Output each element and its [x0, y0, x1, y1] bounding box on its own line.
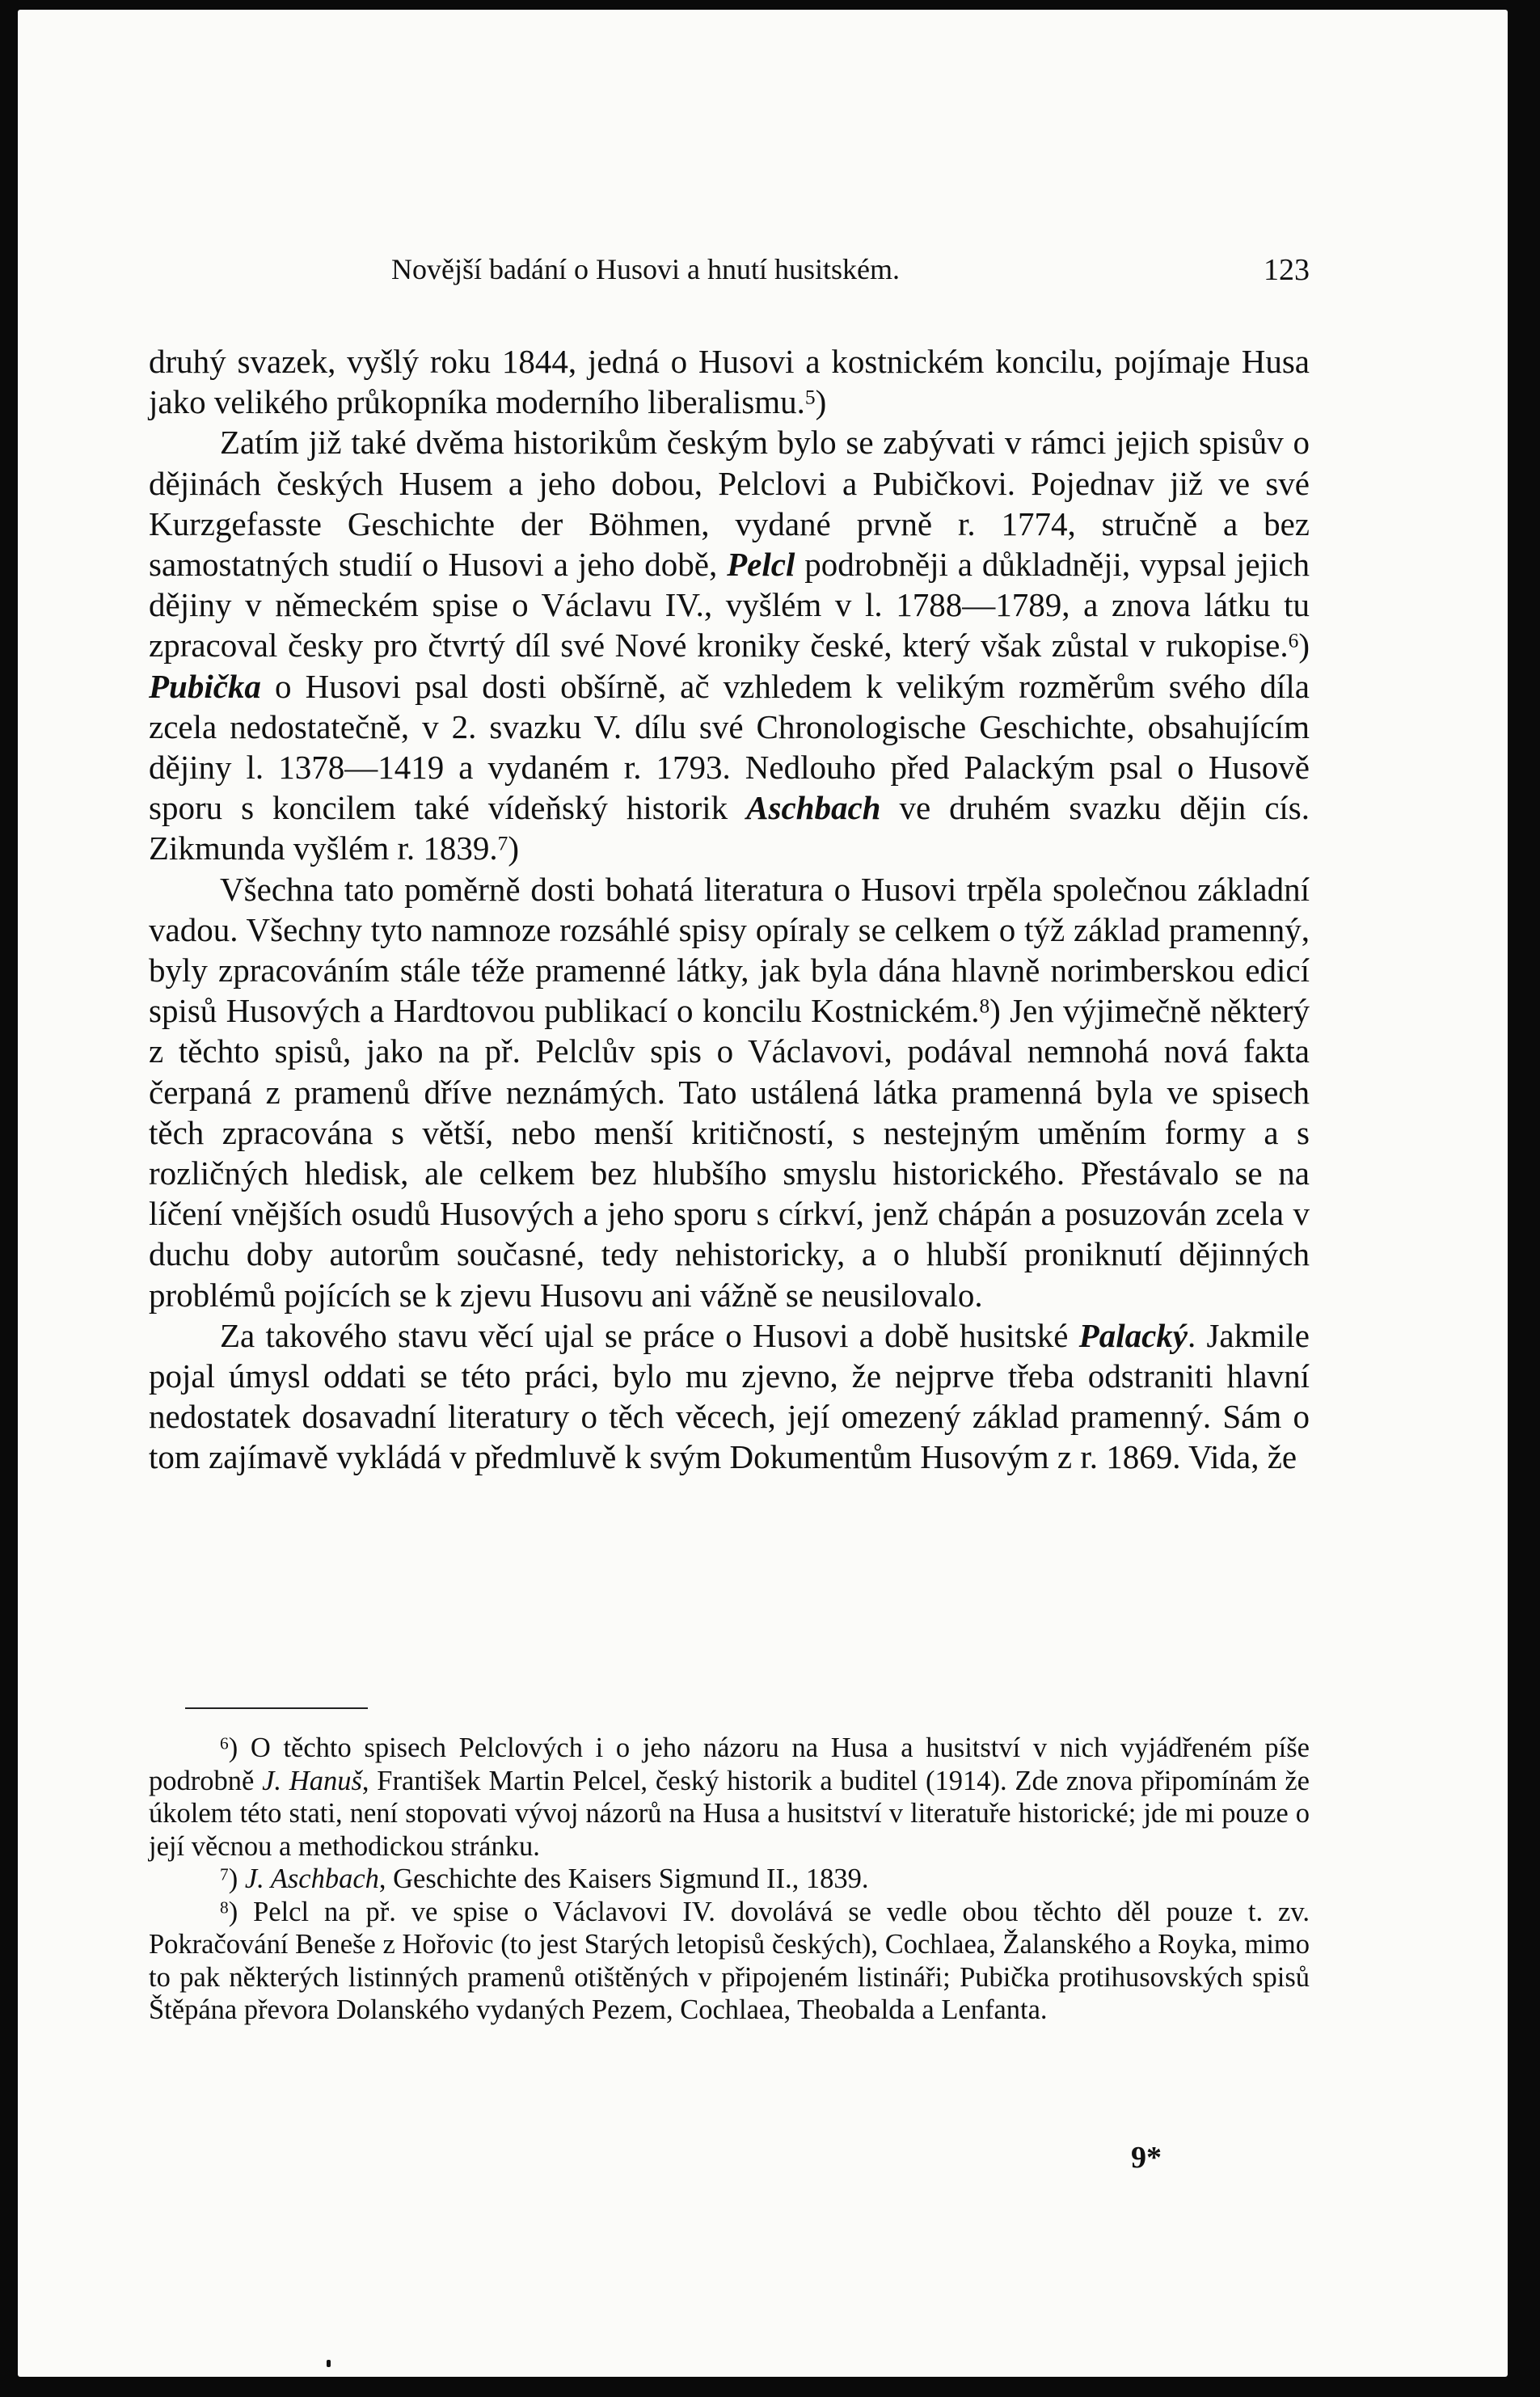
footnote-6: $^6$) O těchto spisech Pelclových i o jeho názoru na Husa a husitství v nich vyjádřeném píše podrobně J. Hanuš, František Martin Pelcel, český historik a buditel (1914). Zde znova připomínám že úkolem této stati, není stopovati vývoj názorů na Husa a husitství v literatuře historické; jde mi pouze o její věcnou a methodickou stránku. [149, 1732, 1310, 1862]
footnote-8: $^8$) Pelcl na př. ve spise o Václavovi IV. dovolává se vedle obou těchto děl pouze t. zv. Pokračování Beneše z Hořovic (to jest Starých letopisů českých), Cochlaea, Žalanského a Royka, mimo to pak některých listinných pramenů otištěných v připojeném listináři; Pubička protihusovských spisů Štěpána převora Dolanského vydaných Pezem, Cochlaea, Theobalda a Lenfanta. [149, 1896, 1310, 2025]
running-header [149, 252, 1310, 293]
footnote-ref-6: 6 [1288, 629, 1299, 652]
footnote-ref-5: 5 [804, 386, 816, 409]
paragraph-2: Zatím již také dvěma historikům českým bylo se zabývati v rámci jejich spisův o dějinách českých Husem a jeho dobou, Pelclovi a Pubičkovi. Pojednav již ve své Kurzgefasste Geschichte der Böhmen, vydané prvně r. 1774, stručně a bez samostatných studií o Husovi a jeho době, Pelcl podrobněji a důkladněji, vypsal jejich dějiny v německém spise o Václavu IV., vyšlém v l. 1788—1789, a znova látku tu zpracoval česky pro čtvrtý díl své Nové kroniky české, který však zůstal v rukopise.$^6$) Pubička o Husovi psal dosti obšírně, ač vzhledem k velikým rozměrům svého díla zcela nedostatečně, v 2. svazku V. dílu své Chronologische Geschichte, obsahujícím dějiny l. 1378—1419 a vydaném r. 1793. Nedlouho před Palackým psal o Husově sporu s koncilem také vídeňský historik Aschbach ve druhém svazku dějin cís. Zikmunda vyšlém r. 1839.$^7$) [149, 424, 1310, 867]
ink-speck [327, 2360, 331, 2367]
running-title: Novější badání o Husovi a hnutí husitském. [391, 253, 900, 285]
footnote-7: $^7$) J. Aschbach, Geschichte des Kaisers Sigmund II., 1839. [220, 1863, 869, 1894]
paragraph-1: druhý svazek, vyšlý roku 1844, jedná o Husovi a kostnickém koncilu, pojímaje Husa jako velikého průkopníka moderního liberalismu.$^5$) [149, 343, 1310, 421]
name-pubicka: Pubička [149, 667, 261, 705]
paragraph-3: Všechna tato poměrně dosti bohatá literatura o Husovi trpěla společnou základní vadou. Všechny tyto namnoze rozsáhlé spisy opíraly se celkem o týž základ pramenný, byly zpracováním stále téže pramenné látky, jak byla dána hlavně norimberskou edicí spisů Husových a Hardtovou publikací o koncilu Kostnickém.$^8$) Jen výjimečně některý z těchto spisů, jako na př. Pelclův spis o Václavovi, podával nemnohá nová fakta čerpaná z pramenů dříve neznámých. Tato ustálená látka pramenná byla ve spisech těch zpracována s větší, nebo menší kritičností, s nestejným uměním formy a s rozličných hledisk, ale celkem bez hlubšího smyslu historického. Přestávalo se na líčení vnějších osudů Husových a jeho sporu s církví, jenž chápán a posuzován zcela v duchu doby autorům současné, tedy nehistoricky, a o hlubší proniknutí dějinných problémů pojících se k zjevu Husovu ani vážně se neusilovalo. [149, 870, 1310, 1314]
page-number: 123 [1264, 253, 1310, 287]
footnotes [149, 1732, 1310, 2027]
footnote-divider [185, 1707, 368, 1709]
footnote-ref-7: 7 [497, 833, 508, 855]
name-pelcl: Pelcl [727, 546, 795, 584]
name-aschbach: Aschbach [746, 789, 881, 827]
signature-mark: 9* [1131, 2141, 1162, 2175]
footnote-ref-8: 8 [979, 994, 990, 1018]
paragraph-4: Za takového stavu věcí ujal se práce o Husovi a době husitské Palacký. Jakmile pojal úmysl oddati se této práci, bylo mu zjevno, že nejprve třeba odstraniti hlavní nedostatek dosavadní literatury o těch věcech, její omezený základ pramenný. Sám o tom zajímavě vykládá v předmluvě k svým Dokumentům Husovým z r. 1869. Vida, že [149, 1316, 1310, 1476]
main-text [149, 341, 1310, 1478]
book-page [18, 10, 1508, 2377]
name-palacky: Palacký [1078, 1316, 1188, 1354]
